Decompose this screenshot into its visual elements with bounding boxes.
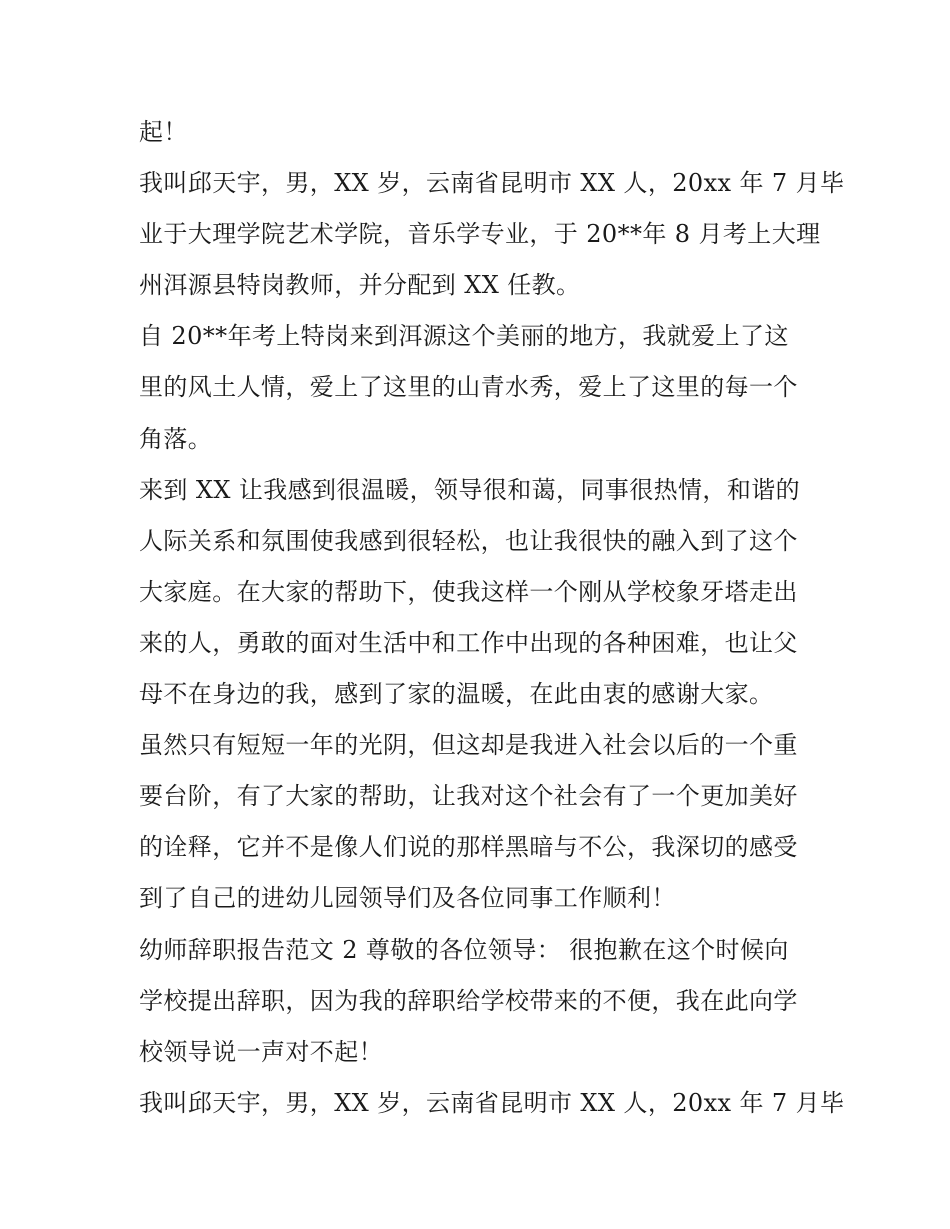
- text-line: 的诠释，它并不是像人们说的那样黑暗与不公，我深切的感受: [139, 833, 798, 862]
- text-line: 里的风土人情，爱上了这里的山青水秀，爱上了这里的每一个: [139, 373, 798, 402]
- text-line: 自 20**年考上特岗来到洱源这个美丽的地方，我就爱上了这: [139, 322, 789, 351]
- document-body: [139, 107, 845, 1129]
- text-line: 校领导说一声对不起！: [139, 1037, 383, 1066]
- text-line: 到了自己的进幼儿园领导们及各位同事工作顺利！: [139, 884, 676, 913]
- text-line: 州洱源县特岗教师，并分配到 XX 任教。: [139, 271, 581, 300]
- text-line: 幼师辞职报告范文 2 尊敬的各位领导： 很抱歉在这个时候向: [139, 935, 789, 964]
- text-line: 母不在身边的我，感到了家的温暖，在此由衷的感谢大家。: [139, 680, 774, 709]
- text-line: 起！: [139, 118, 188, 146]
- text-line: 来到 XX 让我感到很温暖，领导很和蔼，同事很热情，和谐的: [139, 475, 801, 504]
- text-line: 我叫邱天宇，男，XX 岁，云南省昆明市 XX 人，20xx 年 7 月毕: [139, 169, 845, 198]
- text-line: 我叫邱天宇，男，XX 岁，云南省昆明市 XX 人，20xx 年 7 月毕: [139, 1088, 845, 1117]
- text-line: 要台阶，有了大家的帮助，让我对这个社会有了一个更加美好: [139, 782, 798, 811]
- text-line: 业于大理学院艺术学院，音乐学专业，于 20**年 8 月考上大理: [139, 220, 821, 249]
- text-line: 人际关系和氛围使我感到很轻松，也让我很快的融入到了这个: [139, 526, 798, 555]
- text-line: 学校提出辞职，因为我的辞职给学校带来的不便，我在此向学: [139, 986, 798, 1015]
- text-line: 虽然只有短短一年的光阴，但这却是我进入社会以后的一个重: [139, 731, 798, 760]
- text-line: 来的人，勇敢的面对生活中和工作中出现的各种困难，也让父: [139, 628, 798, 657]
- text-line: 大家庭。在大家的帮助下，使我这样一个刚从学校象牙塔走出: [139, 577, 798, 606]
- text-line: 角落。: [139, 424, 213, 453]
